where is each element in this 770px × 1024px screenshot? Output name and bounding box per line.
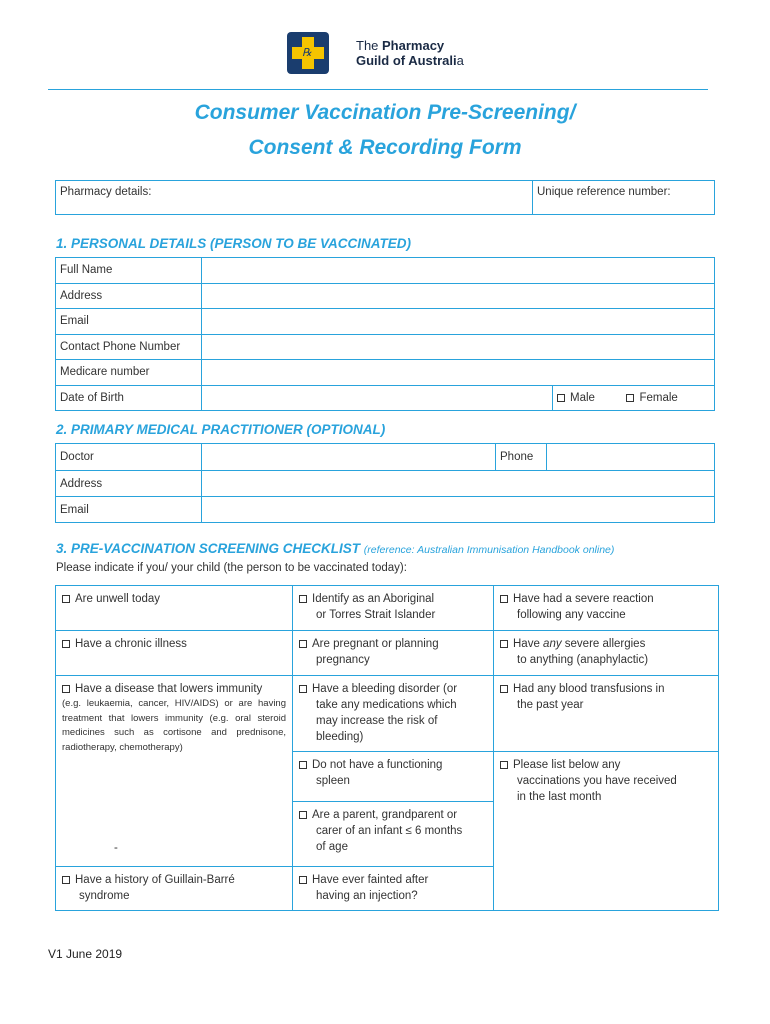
checklist-instruction: Please indicate if you/ your child (the person to be vaccinated today): — [56, 562, 407, 574]
checklist-recent-vaccinations[interactable]: Please list below any vaccinations you have received in the last month — [494, 752, 719, 911]
checklist-bleeding[interactable]: Have a bleeding disorder (or take any medications which may increase the risk of bleeding) — [293, 676, 494, 752]
female-option[interactable]: Female — [622, 385, 714, 411]
address-label: Address — [56, 283, 202, 309]
phone-field[interactable] — [202, 334, 715, 360]
checklist-pregnant[interactable]: Are pregnant or planning pregnancy — [293, 631, 494, 676]
address-field[interactable] — [202, 283, 715, 309]
female-checkbox[interactable] — [626, 394, 634, 402]
doctor-phone-label: Phone — [496, 444, 547, 471]
form-title-line2: Consent & Recording Form — [248, 136, 522, 159]
screening-checklist-table — [55, 585, 719, 911]
checkbox-icon[interactable] — [500, 595, 508, 603]
doctor-label: Doctor — [56, 444, 202, 471]
form-title-line1: Consumer Vaccination Pre-Screening/ — [194, 101, 576, 124]
dash-mark: - — [114, 842, 118, 854]
logo-text: The Pharmacy Guild of Australia — [356, 38, 464, 68]
header-rule — [48, 89, 708, 90]
checkbox-icon[interactable] — [500, 640, 508, 648]
checkbox-icon[interactable] — [299, 640, 307, 648]
checklist-chronic-illness[interactable]: Have a chronic illness — [56, 631, 293, 676]
email-label: Email — [56, 309, 202, 335]
pharmacy-guild-logo: ℞ — [287, 32, 329, 74]
male-option[interactable]: Male — [553, 385, 623, 411]
checkbox-icon[interactable] — [299, 811, 307, 819]
full-name-field[interactable] — [202, 258, 715, 284]
checkbox-icon[interactable] — [62, 640, 70, 648]
dob-field[interactable] — [202, 385, 553, 411]
doctor-address-field[interactable] — [202, 471, 715, 497]
practitioner-table — [55, 443, 715, 523]
pharmacy-details-field[interactable]: Pharmacy details: — [56, 181, 533, 215]
checkbox-icon[interactable] — [299, 761, 307, 769]
checklist-guillain-barre[interactable]: Have a history of Guillain-Barré syndrome — [56, 867, 293, 911]
doctor-email-field[interactable] — [202, 497, 715, 523]
male-checkbox[interactable] — [557, 394, 565, 402]
doctor-email-label: Email — [56, 497, 202, 523]
checklist-unwell[interactable]: Are unwell today — [56, 586, 293, 631]
checklist-low-immunity[interactable]: Have a disease that lowers immunity (e.g. leukaemia, cancer, HIV/AIDS) or are having treatment that lowers immunity (e.g. oral steroid medicines such as cortisone and prednisone, radiotherapy, chemotherapy) - — [56, 676, 293, 867]
checkbox-icon[interactable] — [62, 876, 70, 884]
personal-details-table — [55, 257, 715, 411]
handbook-reference: (reference: Australian Immunisation Handbook online) — [363, 544, 615, 556]
medicare-field[interactable] — [202, 360, 715, 386]
checkbox-icon[interactable] — [62, 595, 70, 603]
header-fields-table — [55, 180, 715, 215]
checklist-aboriginal[interactable]: Identify as an Aboriginal or Torres Strait Islander — [293, 586, 494, 631]
doctor-phone-field[interactable] — [547, 444, 715, 471]
checkbox-icon[interactable] — [299, 685, 307, 693]
checkbox-icon[interactable] — [500, 761, 508, 769]
doctor-address-label: Address — [56, 471, 202, 497]
reference-number-field[interactable]: Unique reference number: — [533, 181, 715, 215]
checklist-transfusion[interactable]: Had any blood transfusions in the past year — [494, 676, 719, 752]
email-field[interactable] — [202, 309, 715, 335]
doctor-field[interactable] — [202, 444, 496, 471]
medicare-label: Medicare number — [56, 360, 202, 386]
checklist-vaccine-reaction[interactable]: Have had a severe reaction following any vaccine — [494, 586, 719, 631]
section1-heading: 1. PERSONAL DETAILS (PERSON TO BE VACCINATED) — [56, 236, 412, 251]
section2-heading: 2. PRIMARY MEDICAL PRACTITIONER (OPTIONAL) — [56, 422, 386, 437]
phone-label: Contact Phone Number — [56, 334, 202, 360]
checkbox-icon[interactable] — [299, 876, 307, 884]
checklist-allergies[interactable]: Have any severe allergies to anything (anaphylactic) — [494, 631, 719, 676]
checklist-infant-carer[interactable]: Are a parent, grandparent or carer of an infant ≤ 6 months of age — [293, 802, 494, 867]
checkbox-icon[interactable] — [500, 685, 508, 693]
section3-heading: 3. PRE-VACCINATION SCREENING CHECKLIST (reference: Australian Immunisation Handbook online) — [56, 541, 615, 556]
dob-label: Date of Birth — [56, 385, 202, 411]
checkbox-icon[interactable] — [299, 595, 307, 603]
checkbox-icon[interactable] — [62, 685, 70, 693]
version-footer: V1 June 2019 — [48, 947, 123, 961]
immunity-note: (e.g. leukaemia, cancer, HIV/AIDS) or are having treatment that lowers immunity (e.g. oral steroid medicines such as cortisone and prednisone, radiotherapy, chemotherapy) — [62, 698, 286, 753]
full-name-label: Full Name — [56, 258, 202, 284]
checklist-spleen[interactable]: Do not have a functioning spleen — [293, 752, 494, 802]
checklist-fainted[interactable]: Have ever fainted after having an injection? — [293, 867, 494, 911]
